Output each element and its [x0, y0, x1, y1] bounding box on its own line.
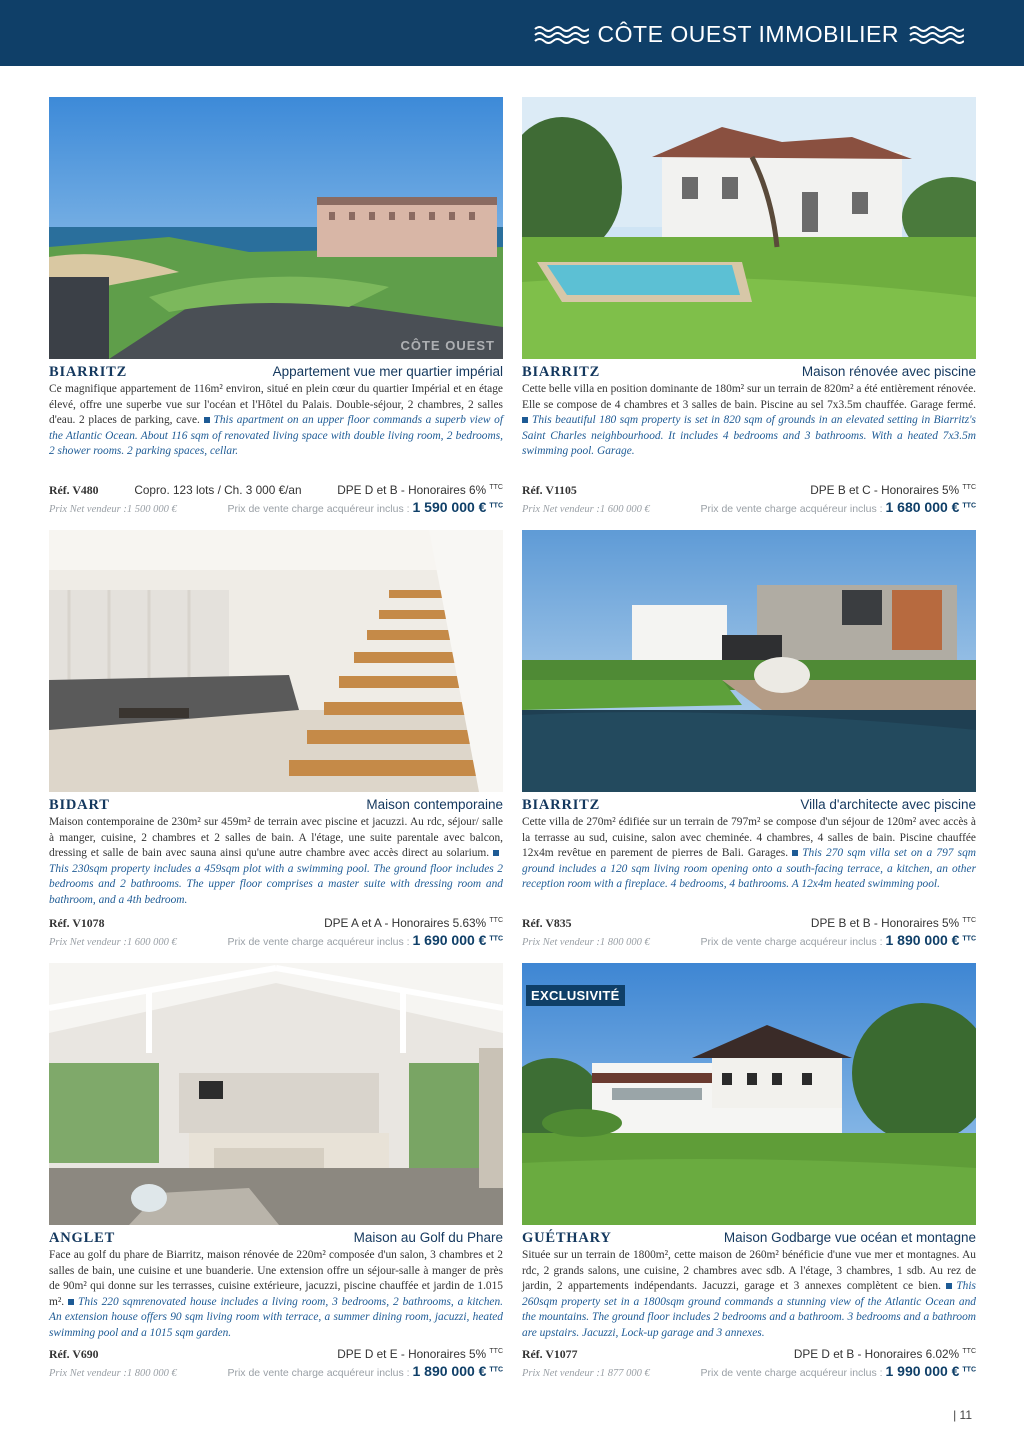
listing-title: Maison contemporaine — [366, 797, 503, 812]
listing-title: Maison Godbarge vue océan et montagne — [723, 1230, 976, 1245]
brand-logo[interactable] — [533, 19, 964, 49]
listing-title-row — [522, 797, 976, 814]
listing-card[interactable] — [522, 530, 976, 948]
listing-ref-row — [522, 1347, 976, 1362]
price-label: Prix de vente charge acquéreur inclus : — [227, 936, 410, 948]
listing-title-row — [49, 797, 503, 814]
listing-price: 1 590 000 € — [412, 499, 487, 515]
ttc-label: TTC — [962, 935, 976, 943]
price-label: Prix de vente charge acquéreur inclus : — [227, 1367, 410, 1379]
listing-photo[interactable] — [522, 530, 976, 792]
description-fr: Cette villa de 270m² édifiée sur un terrain de 797m² se compose d'un séjour de 120m² avec accès à la terrasse au sud, cuisine, salon avec cheminée. 4 chambres, 4 salles de bain. Piscine chauffée 12x4m revêtue en parement de pierres de Bali. Garages. — [522, 816, 976, 860]
listing-dpe: DPE A et A - Honoraires 5.63% — [324, 916, 487, 930]
ttc-label: TTC — [962, 1366, 976, 1374]
square-bullet-icon — [204, 417, 210, 423]
interior-stairs-photo-icon — [49, 530, 503, 792]
listing-city: BIDART — [49, 797, 110, 813]
listing-dpe: DPE D et B - Honoraires 6.02% — [793, 1347, 960, 1361]
listing-city: BIARRITZ — [522, 364, 601, 380]
watermark-text: CÔTE OUEST — [400, 338, 495, 353]
page-number: | 11 — [953, 1408, 972, 1422]
description-fr: Ce magnifique appartement de 116m² environ, situé en plein cœur du quartier Impérial et en étage élevé, offre une superbe vue sur l'océan et l'Hôtel du Palais. Double-séjour, 2 chambres, 2 salles d'eau. 2 places de parking, cave. — [49, 383, 503, 427]
listing-ref: Réf. V835 — [522, 916, 572, 930]
listing-photo[interactable] — [522, 963, 976, 1225]
net-price: Prix Net vendeur :1 600 000 € — [49, 937, 177, 948]
listing-title: Appartement vue mer quartier impérial — [272, 364, 503, 379]
listing-title: Maison rénovée avec piscine — [801, 364, 976, 379]
listing-title-row — [49, 1230, 503, 1247]
net-price: Prix Net vendeur :1 877 000 € — [522, 1368, 650, 1379]
listing-ref: Réf. V1105 — [522, 483, 577, 497]
listing-title-row — [522, 364, 976, 381]
ttc-label: TTC — [962, 917, 976, 925]
listing-title: Villa d'architecte avec piscine — [800, 797, 976, 812]
living-room-photo-icon — [49, 963, 503, 1225]
listing-dpe: DPE B et C - Honoraires 5% — [810, 483, 960, 497]
listing-card[interactable] — [49, 530, 503, 948]
listing-photo[interactable] — [49, 963, 503, 1225]
listing-ref-row — [49, 916, 503, 931]
listing-ref-row — [49, 483, 503, 498]
listing-card[interactable] — [49, 963, 504, 1379]
listing-title-row — [49, 364, 503, 381]
ttc-label: TTC — [489, 917, 503, 925]
listing-card[interactable] — [522, 97, 976, 515]
price-label: Prix de vente charge acquéreur inclus : — [700, 503, 883, 515]
listing-card[interactable] — [522, 963, 976, 1379]
listing-price: 1 890 000 € — [412, 1363, 487, 1379]
listing-ref: Réf. V480 — [49, 483, 99, 497]
listing-price-row — [522, 1363, 976, 1379]
listing-description — [49, 1248, 503, 1342]
listing-description — [522, 382, 976, 460]
listing-price: 1 990 000 € — [885, 1363, 960, 1379]
listing-price: 1 690 000 € — [412, 932, 487, 948]
ttc-label: TTC — [489, 935, 503, 943]
square-bullet-icon — [68, 1299, 74, 1305]
listing-description — [522, 815, 976, 893]
description-en: This 270 sqm villa set on a 797 sqm ground includes a 120 sqm living room opening onto a south-facing terrace, a kitchen, an other reception room with a fireplace. 4 bedrooms, 4 bathrooms. A 12x4m heated swimming pool. — [522, 847, 976, 891]
price-label: Prix de vente charge acquéreur inclus : — [700, 1367, 883, 1379]
listing-title-row — [522, 1230, 976, 1247]
listing-ref-row — [522, 916, 976, 931]
listing-photo[interactable] — [49, 97, 503, 359]
listing-dpe: DPE D et B - Honoraires 6% — [337, 483, 487, 497]
brand-name: CÔTE OUEST IMMOBILIER — [597, 20, 899, 47]
listing-description — [522, 1248, 976, 1342]
listing-price-row — [522, 499, 976, 515]
ttc-label: TTC — [489, 1366, 503, 1374]
net-price: Prix Net vendeur :1 800 000 € — [522, 937, 650, 948]
description-en: This 260sqm property set in a 1800sqm ground commands a stunning view of the Atlantic Ocean and the mountains. The ground floor includes 2 bedrooms and a bathroom. 3 bedrooms and a bathroom are upstairs. Jacuzzi, Lock-up garage and 3 annexes. — [522, 1280, 976, 1339]
description-en: This apartment on an upper floor commands a superb view of the Atlantic Ocean. About 116 sqm of renovated living space with double living room, 2 bedrooms, 2 shower rooms. 2 parking spaces, cellar. — [49, 414, 503, 458]
waves-icon — [533, 24, 589, 44]
listing-price-row — [522, 932, 976, 948]
listing-card[interactable] — [49, 97, 503, 515]
listing-city: BIARRITZ — [522, 797, 601, 813]
listing-price-row — [49, 932, 503, 948]
listing-city: BIARRITZ — [49, 364, 128, 380]
waves-icon — [908, 24, 964, 44]
net-price: Prix Net vendeur :1 500 000 € — [49, 504, 177, 515]
description-en: This 220 sqmrenovated house includes a living room, 3 bedrooms, 2 bathrooms, a kitchen. An extension house offers 90 sqm living room with terrace, a summer dining room, jacuzzi, heated swimming pool and a 1015 sqm garden. — [49, 1295, 504, 1339]
ttc-label: TTC — [962, 484, 976, 492]
price-label: Prix de vente charge acquéreur inclus : — [700, 936, 883, 948]
listing-dpe: DPE D et E - Honoraires 5% — [337, 1347, 487, 1361]
net-price: Prix Net vendeur :1 800 000 € — [49, 1368, 177, 1379]
listing-description — [49, 382, 503, 460]
villa-pool-photo-icon — [522, 97, 976, 359]
listing-city: ANGLET — [49, 1230, 116, 1246]
listing-price-row — [49, 499, 503, 515]
listing-dpe: DPE B et B - Honoraires 5% — [810, 916, 960, 930]
description-en: This beautiful 180 sqm property is set in 820 sqm of grounds in an elevated setting in Biarritz's Saint Charles neighbourhood. It includes 4 bedrooms and 3 bathrooms. With a heated 7x3.5m swimming pool. Garage. — [522, 414, 976, 458]
listing-photo[interactable] — [49, 530, 503, 792]
listing-city: GUÉTHARY — [522, 1230, 612, 1246]
listing-photo[interactable] — [522, 97, 976, 359]
square-bullet-icon — [946, 1283, 952, 1289]
square-bullet-icon — [493, 850, 499, 856]
listing-ref: Réf. V1078 — [49, 916, 105, 930]
description-en: This 230sqm property includes a 459sqm plot with a swimming pool. The ground floor includes 2 bedrooms and 2 bathrooms. The upper floor comprises a master suite with dressing room and bathroom, and a 4th bedroom. — [49, 862, 503, 906]
square-bullet-icon — [522, 417, 528, 423]
description-fr: Cette belle villa en position dominante de 180m² sur un terrain de 820m² a été entièrement rénovée. Elle se compose de 4 chambres et 3 salles de bain. Piscine au sel 7x3.5m chauffée. Garage fermé. — [522, 383, 976, 411]
listing-extra: Copro. 123 lots / Ch. 3 000 €/an — [134, 483, 302, 497]
ttc-label: TTC — [962, 502, 976, 510]
price-label: Prix de vente charge acquéreur inclus : — [227, 503, 410, 515]
description-fr: Face au golf du phare de Biarritz, maison rénovée de 220m² composée d'un salon, 3 chambres et 2 salles de bain, une cuisine et une buanderie. Une extension offre un séjour-salle à manger de près de 90m² qui donne sur les terrasses, cuisine extérieure, jacuzzi, piscine chauffée et jardin de 1.015 m². — [49, 1249, 503, 1308]
listing-ref: Réf. V1077 — [522, 1347, 578, 1361]
listing-description — [49, 815, 503, 909]
ttc-label: TTC — [962, 1348, 976, 1356]
description-fr: Maison contemporaine de 230m² sur 459m² de terrain avec piscine et jacuzzi. Au rdc, séjour/ salle à manger, cuisine, 2 chambres et 2 salles de bain. A l'étage, une suite parentale avec balcon, dressing et salle de bain avec sauna ainsi qu'une autre chambre avec accès direct au solarium. — [49, 816, 503, 860]
modern-villa-photo-icon — [522, 530, 976, 792]
listing-ref-row — [49, 1347, 503, 1362]
ttc-label: TTC — [489, 1348, 503, 1356]
listing-ref: Réf. V690 — [49, 1347, 99, 1361]
listing-ref-row — [522, 483, 976, 498]
listing-price-row — [49, 1363, 503, 1379]
listing-title: Maison au Golf du Phare — [353, 1230, 503, 1245]
listing-price: 1 680 000 € — [885, 499, 960, 515]
square-bullet-icon — [792, 850, 798, 856]
net-price: Prix Net vendeur :1 600 000 € — [522, 504, 650, 515]
description-fr: Située sur un terrain de 1800m², cette maison de 260m² bénéficie d'une vue mer et montagnes. Au rdc, 2 grands salons, une cuisine, 2 chambres avec sdb. A l'étage, 3 chambres, 1 sdb. Au rez de jardin, 2 appartements indépendants. Jacuzzi, garage et 3 annexes complètent ce bien. — [522, 1249, 976, 1293]
exclusivity-badge: EXCLUSIVITÉ — [526, 985, 625, 1006]
page-header — [0, 0, 1024, 66]
listing-price: 1 890 000 € — [885, 932, 960, 948]
sea-view-photo-icon — [49, 97, 503, 359]
ttc-label: TTC — [489, 502, 503, 510]
ttc-label: TTC — [489, 484, 503, 492]
